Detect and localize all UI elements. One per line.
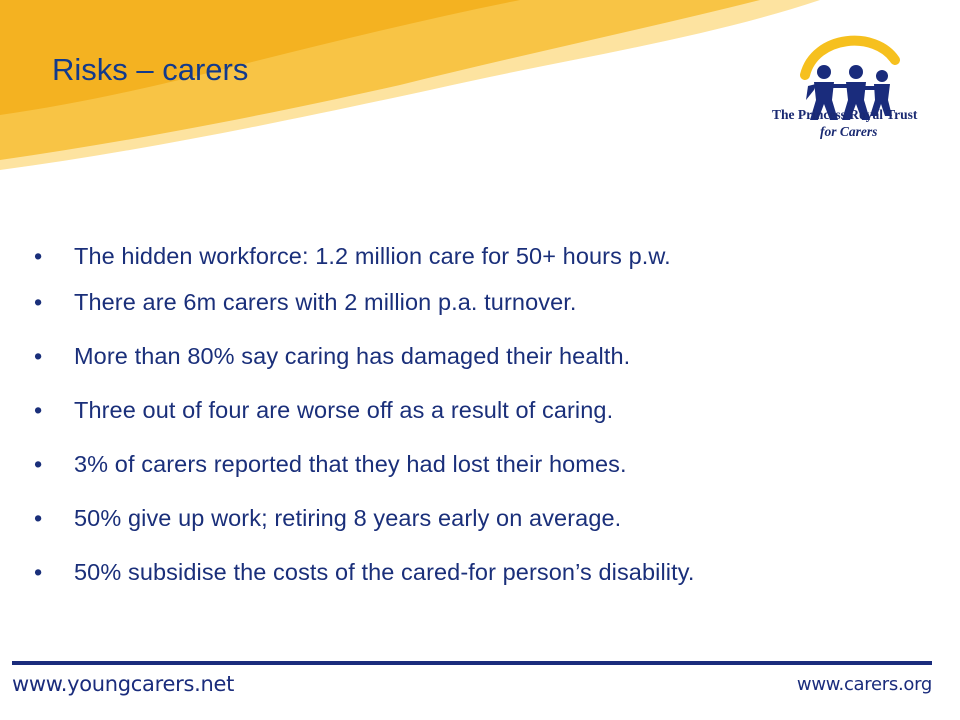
footer-link-carers[interactable]: www.carers.org (796, 674, 932, 695)
logo-text (772, 106, 942, 140)
footer-link-youngcarers[interactable]: www.youngcarers.net (12, 672, 235, 696)
bullet-list (30, 236, 930, 606)
bullet-item: • There are 6m carers with 2 million p.a. turnover. (30, 282, 930, 336)
bullet-item: • More than 80% say caring has damaged their health. (30, 336, 930, 390)
logo-line-2: for Carers (820, 124, 878, 139)
page-title: Risks – carers (52, 52, 249, 87)
bullet-item: • Three out of four are worse off as a result of caring. (30, 390, 930, 444)
logo-line-1: The Princess Royal Trust (772, 107, 918, 122)
bullet-item: • The hidden workforce: 1.2 million care for 50+ hours p.w. (30, 236, 930, 282)
bullet-item: • 3% of carers reported that they had lost their homes. (30, 444, 930, 498)
bullet-item: • 50% subsidise the costs of the cared-for person’s disability. (30, 552, 930, 606)
bullet-item: • 50% give up work; retiring 8 years early on average. (30, 498, 930, 552)
footer-divider (12, 661, 932, 665)
